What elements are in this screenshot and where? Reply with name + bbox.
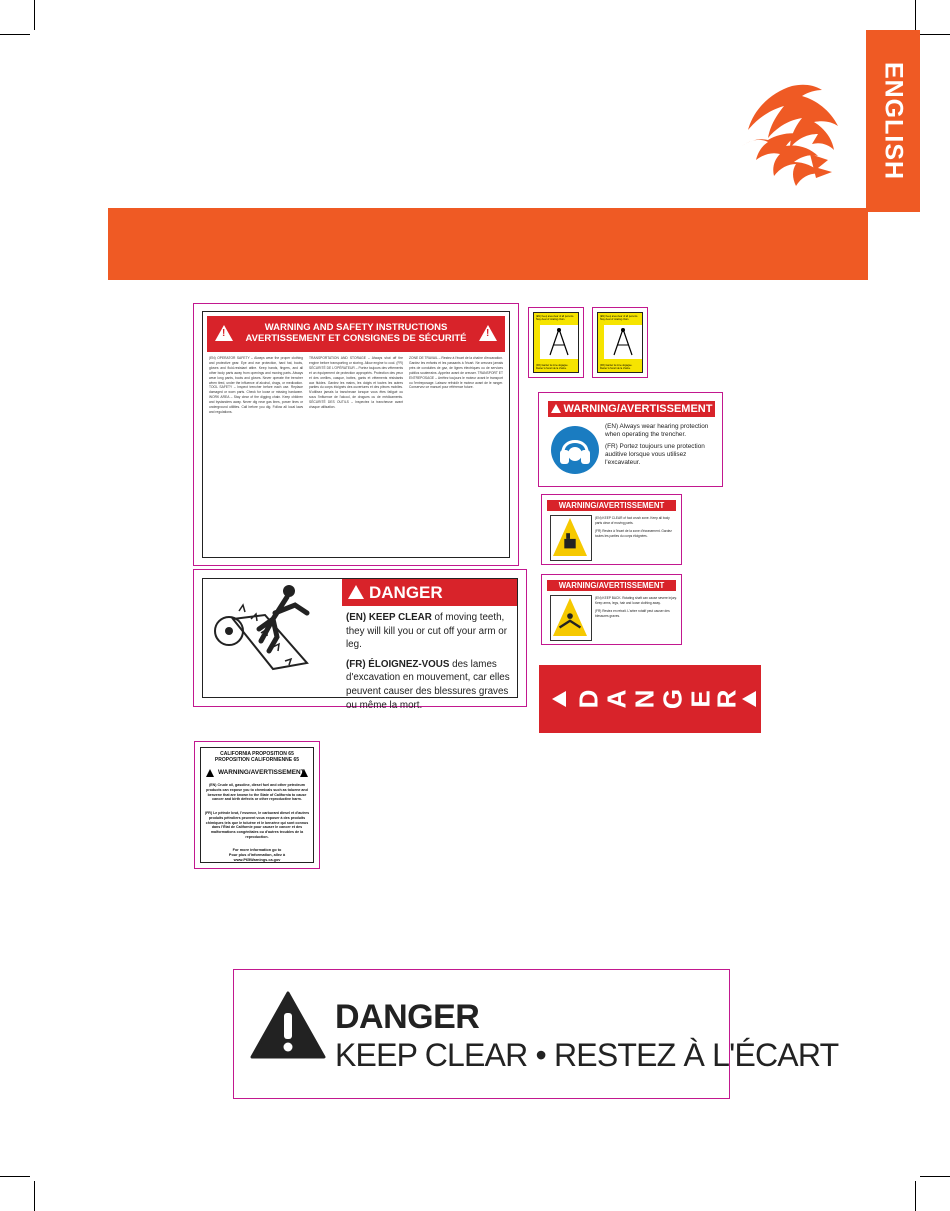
warning-triangle-icon [250,991,326,1061]
crop-mark [0,1176,30,1177]
crop-mark [34,1181,35,1211]
danger-header [342,579,517,606]
warning-triangle-icon [300,769,308,777]
decal-text-fr [346,658,513,712]
person-hazard-icon [604,325,642,359]
decal-danger-vertical[interactable] [539,665,761,733]
trencher-chain-hazard-icon [203,579,340,697]
decal-text-fr: (FR) Restez en retrait. L'arbre rotatif peut causer des blessures graves. [595,609,670,618]
decal-text: (EN) Keep area clear of all persons. Stay clear of rotating chain. [600,315,639,321]
crop-mark [920,34,950,35]
decal-text-en-bold: (EN) KEEP CLEAR [346,612,432,623]
decal-yellow-small[interactable] [528,307,584,378]
decal-danger-keep-clear[interactable] [233,969,839,1099]
prop65-warning-row [204,767,310,779]
prop65-title: CALIFORNIA PROPOSITION 65 [220,751,294,757]
decal-border [202,311,510,558]
decal-text-en: (EN) KEEP CLEAR of foot crush zone. Keep all body parts clear of moving parts. [595,516,670,525]
decal-text-column: TRANSPORTATION AND STORAGE – Always shut off the engine before transporting or storing. Allow engine to cool. (FR) SÉCURITÉ DE L'OPÉRATEUR – Portez toujours des vêtements et un équipement de protection appropriés. Protection des yeux et des oreilles, casque, bottes, gants et vêtements résistants aux fluides. Gardez les mains, les doigts et toutes les autres parties du corps éloignés des ouvertures et des pièces mobiles. N'utilisez jamais la trancheuse lorsque vous êtes fatigué ou sous l'influence de l'alcool, de drogues ou de médicaments. SÉCURITÉ DES OUTILS – Inspectez la trancheuse avant chaque utilisation. [309,356,403,410]
decal-border [200,747,314,863]
decal-text [595,596,677,619]
decal-yellow-body [533,312,579,373]
decal-text-en [346,611,513,652]
decal-yellow-body [597,312,643,373]
person-hazard-icon [540,325,578,359]
decal-text-en: (EN) KEEP BACK. Rotating shaft can cause severe injury. Keep arms, legs, hair and loose clothing away. [595,596,677,605]
warning-triangle-icon [206,769,214,777]
decal-text-column: ZONE DE TRAVAIL – Restez à l'écart de la chaîne d'excavation. Gardez les enfants et les passants à l'écart. Ne creusez jamais près de conduites de gaz, de lignes électriques ou de services publics souterrains. Appelez avant de creuser. TRANSPORT ET ENTREPOSAGE – Arrêtez toujours le moteur avant le transport ou l'entreposage. Laissez refroidir le moteur avant de le ranger. Conservez ce manuel pour référence future. [409,356,503,390]
decal-warning-crush[interactable] [541,494,682,565]
decal-danger-moving-teeth[interactable] [193,569,527,711]
danger-letter: A [601,689,632,709]
danger-letter: R [711,689,742,709]
warning-header-label: WARNING/AVERTISSEMENT [563,403,713,415]
prop65-warning-label: WARNING/AVERTISSEMENT [218,769,305,776]
crop-mark [34,0,35,30]
decal-header [207,316,505,352]
decal-text-fr: (FR) Portez toujours une protection auditive lorsque vous utilisez l'excavateur. [605,443,705,466]
section-banner [108,208,868,280]
decal-text-fr: (FR) Le pétrole brut, l'essence, le carburant diesel et d'autres produits pétroliers peuvent vous exposer à des produits chimiques tels que le toluène et le benzène qui sont connus dans l'État de Californie pour causer le cancer et des malformations congénitales ou d'autres troubles de la reproduction. [204,811,310,839]
decal-text [595,516,677,539]
entanglement-hazard-icon [550,595,592,641]
warning-triangle-icon [348,585,364,599]
warning-triangle-icon [551,404,561,413]
decal-text: (FR) Gardez la zone dégagée. Restez à l'écart de la chaîne. [536,364,569,370]
decal-hearing-protection[interactable] [538,392,723,487]
decal-title-en: WARNING AND SAFETY INSTRUCTIONS [264,322,448,333]
keep-clear-subtitle: KEEP CLEAR • RESTEZ À L'ÉCART [335,1037,839,1073]
decal-warning-safety-instructions[interactable] [193,303,519,566]
keep-clear-title: DANGER [335,998,480,1036]
language-tab[interactable] [866,30,920,212]
prop65-title-fr: PROPOSITION CALIFORNIENNE 65 [214,757,300,763]
warning-triangle-icon [742,691,756,707]
decal-text: (EN) Keep area clear of all persons. Stay clear of rotating chain. [536,315,575,321]
warning-triangle-icon [479,325,497,341]
warning-header: WARNING/AVERTISSEMENT [547,580,676,591]
crop-mark [0,34,30,35]
decal-warning-entanglement[interactable] [541,574,682,645]
decal-text [605,423,717,467]
decal-text-en-rest: of moving teeth, they will kill you or cut off your arm or leg. [346,612,507,651]
decal-yellow-small[interactable] [592,307,648,378]
lion-logo-icon [732,82,840,192]
crop-mark [915,1181,916,1211]
decal-california-prop65[interactable] [194,741,320,869]
decal-body [209,356,503,553]
warning-triangle-icon [215,325,233,341]
decal-text-fr-rest: des lames d'excavation en mouvement, car elles peuvent causer des blessures graves ou même la mort. [346,658,510,711]
danger-header-label: DANGER [369,583,443,602]
prop65-more-info: For more information go to Pour plus d'information, allez à www.P65Warnings.ca.gov [228,848,286,862]
crop-mark [915,0,916,30]
decal-text-fr-bold: (FR) ÉLOIGNEZ-VOUS [346,658,450,670]
decal-text-en: (EN) Crude oil, gasoline, diesel fuel and other petroleum products can expose you to chemicals such as toluene and benzene that are known to the State of California to cause cancer and birth defects or other reproductive harm. [206,783,308,802]
warning-header [548,401,715,417]
danger-letter: E [685,690,716,708]
danger-letter: D [573,689,604,709]
ear-protection-icon [551,426,599,474]
decal-text-fr: (FR) Restez à l'écart de la zone d'écrasement. Gardez toutes les parties du corps éloignées. [595,529,672,538]
decal-text [346,611,513,712]
danger-letter: N [629,689,660,709]
warning-triangle-icon [552,691,566,707]
language-tab-label: ENGLISH [879,61,908,181]
danger-letter: G [657,688,688,710]
crush-hazard-icon [550,515,592,561]
decal-text-column: (EN) OPERATOR SAFETY – Always wear the proper clothing and protective gear. Eye and ear protection, hard hat, boots, gloves and fluid-resistant attire. Keep hands, fingers, and all other body parts away from openings and moving parts. Always wear long pants, boots and gloves. Never operate the trencher when tired, under the influence of alcohol, drugs, or medication. TOOL SAFETY – Inspect trencher before each use. Replace damaged or worn parts. Check for loose or missing hardware. WORK AREA – Stay clear of the digging chain. Keep children and bystanders away. Never dig near gas lines, power lines or underground utilities. Call before you dig. Follow all local laws and regulations. [209,356,303,414]
decal-text: (FR) Gardez la zone dégagée. Restez à l'écart de la chaîne. [600,364,633,370]
decal-title-fr: AVERTISSEMENT ET CONSIGNES DE SÉCURITÉ [245,333,467,344]
decal-border [202,578,518,711]
decal-text-en: (EN) Always wear hearing protection when operating the trencher. [605,423,709,438]
crop-mark [920,1176,950,1177]
warning-header: WARNING/AVERTISSEMENT [547,500,676,511]
